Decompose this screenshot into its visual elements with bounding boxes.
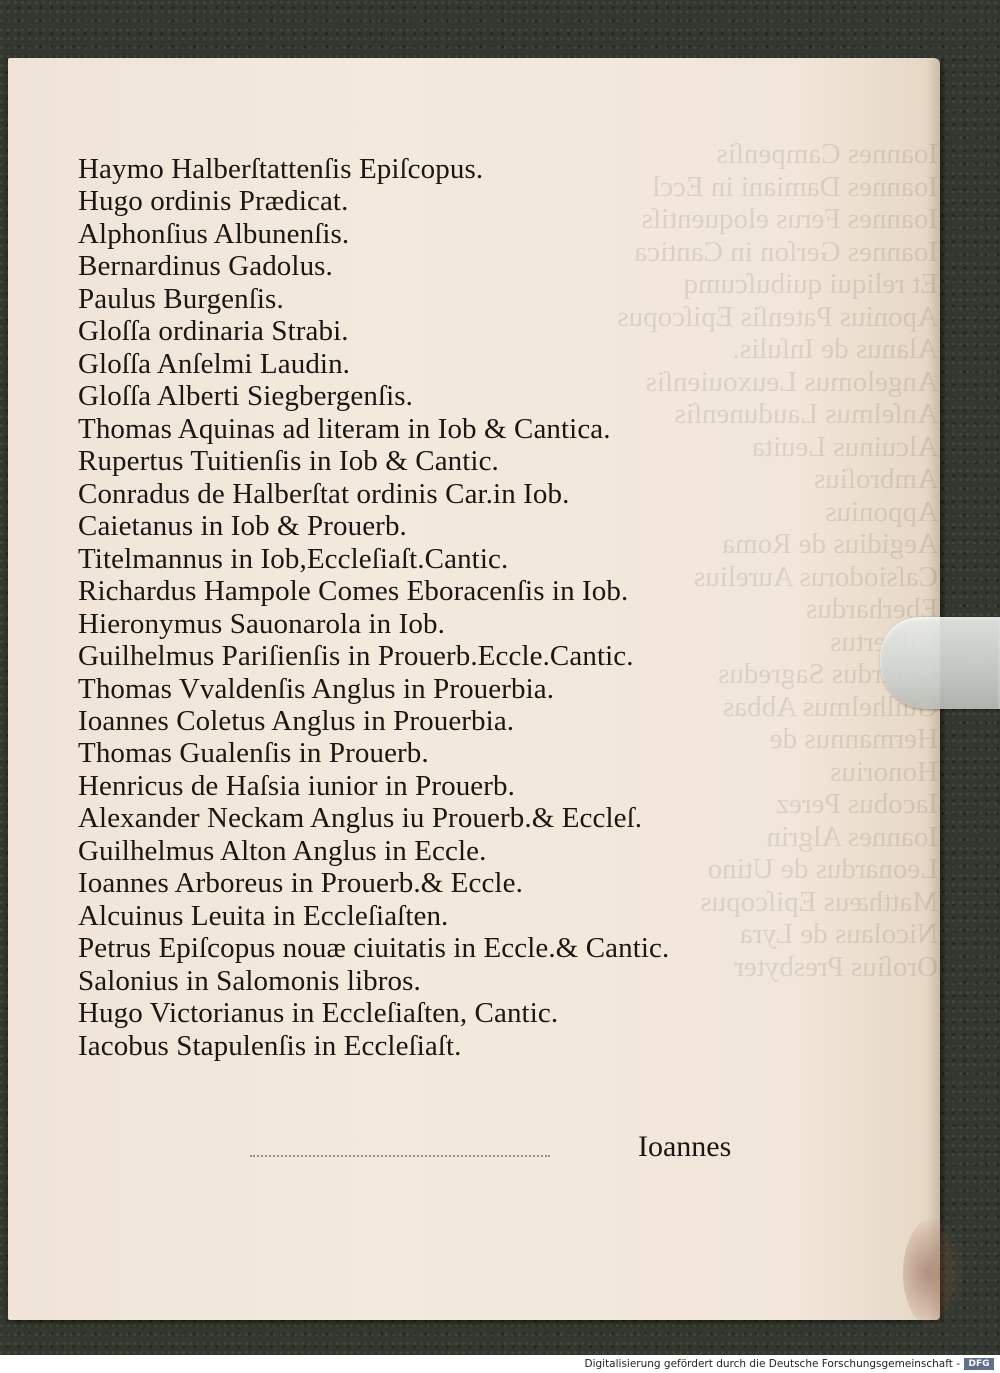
printed-rule — [250, 1155, 550, 1157]
author-entry: Gloſſa ordinaria Strabi. — [78, 315, 349, 348]
author-entry: Rupertus Tuitienſis in Iob & Cantic. — [78, 445, 499, 478]
author-entry: Bernardinus Gadolus. — [78, 250, 333, 283]
author-entry: Alexander Neckam Anglus iu Prouerb.& Eccleſ. — [78, 802, 643, 835]
author-entry: Richardus Hampole Comes Eboracenſis in Iob. — [78, 575, 629, 608]
show-through-text: Ioannes Campenſis Ioannes Damiani in Eccl Ioannes Ferus eloquentiſs Ioannes Gerſon in Cantica Et reliqui quibuſcumq Aponius Patenſis Epiſcopus Alanus de Inſulis. Angelomus Leuxouienſis Anſelmus Laudunenſis Alcuinus Leuita Ambroſius Apponius Aegidius de Roma Caſsiodorus Aurelius Eberhardus Gerardus Sagredus Guilhelmus Abbas Hermannus de Honorius Iacobus Perez Ioannes Algrin Leonardus de Utino Matthæus Epiſcopus Nicolaus de Lyra Oroſius Presbyter — [617, 138, 938, 983]
author-entry: Titelmannus in Iob,Eccleſiaſt.Cantic. — [78, 542, 509, 575]
author-entry: Henricus de Haſsia iunior in Prouerb. — [78, 769, 515, 802]
dfg-logo: DFG — [964, 1358, 994, 1370]
catchword: Ioannes — [638, 1130, 732, 1163]
author-entry: Caietanus in Iob & Prouerb. — [78, 510, 407, 543]
author-entry: Petrus Epiſcopus nouæ ciuitatis in Eccle.& Cantic. — [78, 932, 670, 965]
author-entry: Hieronymus Sauonarola in Iob. — [78, 607, 445, 640]
author-entry: Gloſſa Alberti Siegbergenſis. — [78, 380, 414, 413]
scanner-page-clip — [880, 617, 1000, 709]
author-entry: Thomas Vvaldenſis Anglus in Prouerbia. — [78, 672, 555, 705]
author-entry: Alcuinus Leuita in Eccleſiaſten. — [78, 899, 449, 932]
paper-stain — [903, 1218, 963, 1328]
author-entry: Hugo Victorianus in Eccleſiaſten, Cantic. — [78, 997, 559, 1030]
author-entry: Hugo ordinis Prædicat. — [78, 185, 349, 218]
author-entry: Thomas Gualenſis in Prouerb. — [78, 737, 429, 770]
author-entry: Gloſſa Anſelmi Laudin. — [78, 347, 351, 380]
footer-bar — [0, 1355, 1000, 1373]
author-entry: Salonius in Salomonis libros. — [78, 964, 421, 997]
author-entry: Iacobus Stapulenſis in Eccleſiaſt. — [78, 1029, 462, 1062]
author-entry: Guilhelmus Alton Anglus in Eccle. — [78, 834, 487, 867]
author-entry: Thomas Aquinas ad literam in Iob & Cantica. — [78, 412, 611, 445]
author-entry: Haymo Halberſtattenſis Epiſcopus. — [78, 153, 484, 185]
author-entry: Ioannes Arboreus in Prouerb.& Eccle. — [78, 867, 523, 900]
author-entry: Conradus de Halberſtat ordinis Car.in Iob. — [78, 477, 570, 510]
author-entry: Guilhelmus Pariſienſis in Prouerb.Eccle.Cantic. — [78, 640, 634, 673]
author-entry: Ioannes Coletus Anglus in Prouerbia. — [78, 704, 515, 737]
author-entry: Alphonſius Albunenſis. — [78, 217, 350, 250]
author-list — [78, 153, 669, 1062]
author-entry: Paulus Burgenſis. — [78, 282, 284, 315]
funding-credit: Digitalisierung gefördert durch die Deutsche Forschungsgemeinschaft - — [584, 1358, 960, 1370]
